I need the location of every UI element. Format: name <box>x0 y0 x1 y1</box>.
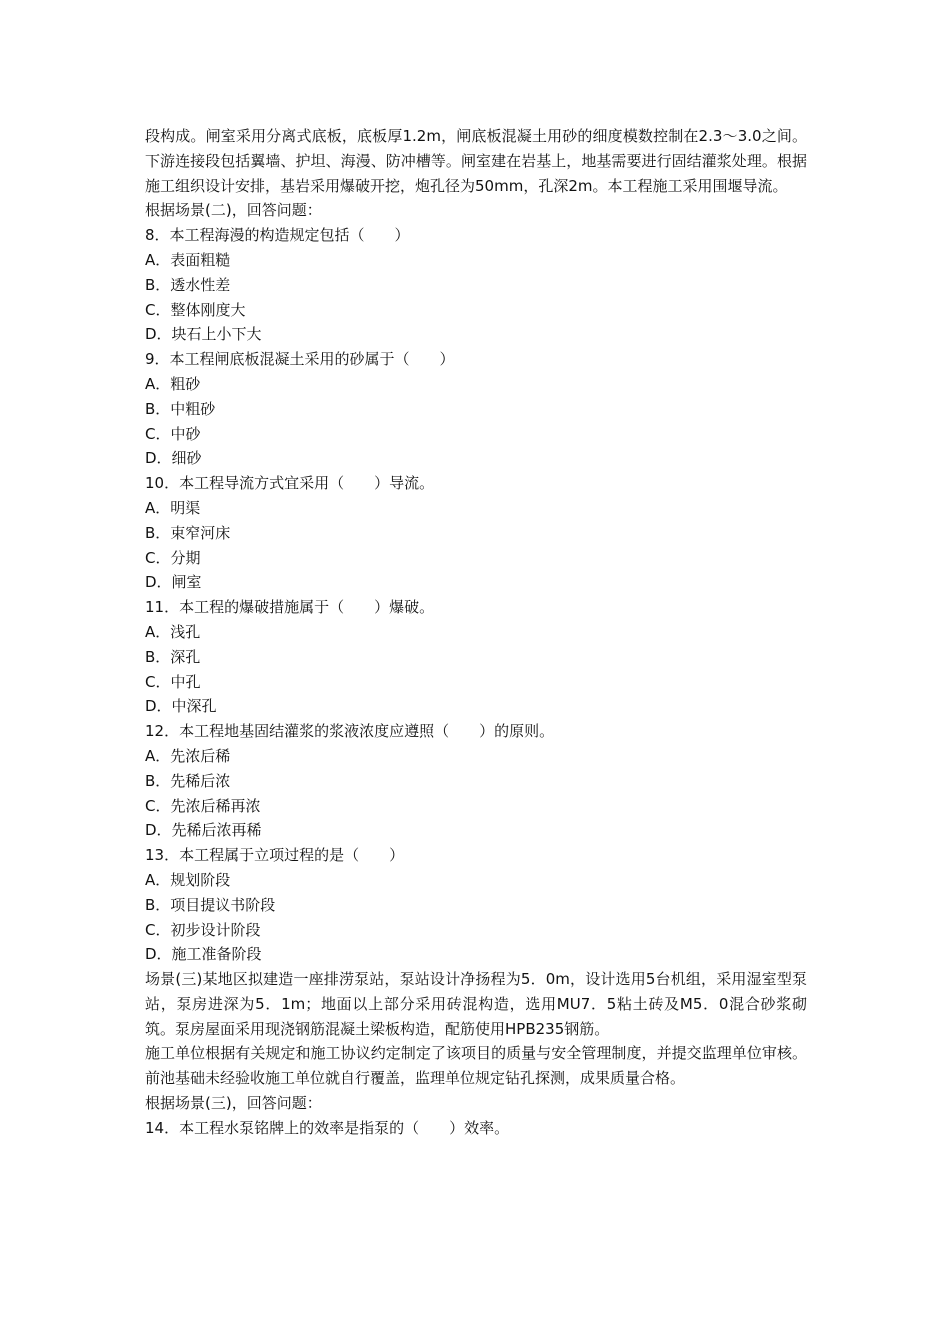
option-d: D．块石上小下大 <box>145 325 262 344</box>
option-d: D．闸室 <box>145 573 202 592</box>
scenario2-prompt: 根据场景(二)，回答问题： <box>145 201 322 220</box>
option-c: C．中砂 <box>145 424 201 443</box>
question-stem: 12．本工程地基固结灌浆的浆液浓度应遵照（ ）的原则。 <box>145 722 555 741</box>
question-stem: 11．本工程的爆破措施属于（ ）爆破。 <box>145 598 435 617</box>
intro-paragraph: 段构成。闸室采用分离式底板，底板厚1.2m，闸底板混凝土用砂的细度模数控制在2.3～3.0之间。下游连接段包括翼墙、护坦、海漫、防冲槽等。闸室建在岩基上，地基需要进行固结灌浆处理。根据施工组织设计安排，基岩采用爆破开挖，炮孔径为50mm，孔深2m。本工程施工采用围堰导流。 <box>145 127 807 195</box>
question-block-q13 <box>145 843 807 967</box>
option-d: D．先稀后浓再稀 <box>145 821 262 840</box>
option-b: B．中粗砂 <box>145 399 216 418</box>
scenario3-prompt: 根据场景(三)，回答问题： <box>145 1094 322 1113</box>
option-d: D．施工准备阶段 <box>145 945 262 964</box>
question-stem: 8．本工程海漫的构造规定包括（ ） <box>145 226 410 245</box>
option-a: A．表面粗糙 <box>145 250 231 269</box>
scenario3-paragraph-2: 施工单位根据有关规定和施工协议约定制定了该项目的质量与安全管理制度，并提交监理单位审核。前池基础未经验收施工单位就自行覆盖，监理单位规定钻孔探测，成果质量合格。 <box>145 1044 807 1088</box>
document-page <box>145 124 807 1141</box>
option-b: B．先稀后浓 <box>145 771 231 790</box>
scenario3-paragraph: 场景(三)某地区拟建造一座排涝泵站，泵站设计净扬程为5．0m，设计选用5台机组，采用湿室型泵站，泵房进深为5．1m；地面以上部分采用砖混构造，选用MU7．5粘土砖及M5．0混合砂浆砌筑。泵房屋面采用现浇钢筋混凝土梁板构造，配筋使用HPB235钢筋。 <box>145 970 807 1038</box>
question-block-q12 <box>145 719 807 843</box>
option-a: A．规划阶段 <box>145 870 231 889</box>
option-c: C．先浓后稀再浓 <box>145 796 261 815</box>
option-b: B．束窄河床 <box>145 523 231 542</box>
question-block-q10 <box>145 471 807 595</box>
option-a: A．粗砂 <box>145 374 201 393</box>
option-c: C．整体刚度大 <box>145 300 246 319</box>
option-a: A．先浓后稀 <box>145 746 231 765</box>
option-c: C．初步设计阶段 <box>145 920 261 939</box>
option-c: C．分期 <box>145 548 201 567</box>
option-a: A．浅孔 <box>145 622 201 641</box>
question-block-q8 <box>145 223 807 347</box>
question-stem: 10．本工程导流方式宜采用（ ）导流。 <box>145 474 435 493</box>
question-stem: 13．本工程属于立项过程的是（ ） <box>145 846 405 865</box>
question-block-q9 <box>145 347 807 471</box>
option-d: D．中深孔 <box>145 697 217 716</box>
option-a: A．明渠 <box>145 498 201 517</box>
option-b: B．深孔 <box>145 647 201 666</box>
question-block-q11 <box>145 595 807 719</box>
option-d: D．细砂 <box>145 449 202 468</box>
option-c: C．中孔 <box>145 672 201 691</box>
question-stem: 9．本工程闸底板混凝土采用的砂属于（ ） <box>145 350 455 369</box>
option-b: B．项目提议书阶段 <box>145 895 276 914</box>
option-b: B．透水性差 <box>145 275 231 294</box>
question-stem-q14: 14．本工程水泵铭牌上的效率是指泵的（ ）效率。 <box>145 1118 510 1137</box>
